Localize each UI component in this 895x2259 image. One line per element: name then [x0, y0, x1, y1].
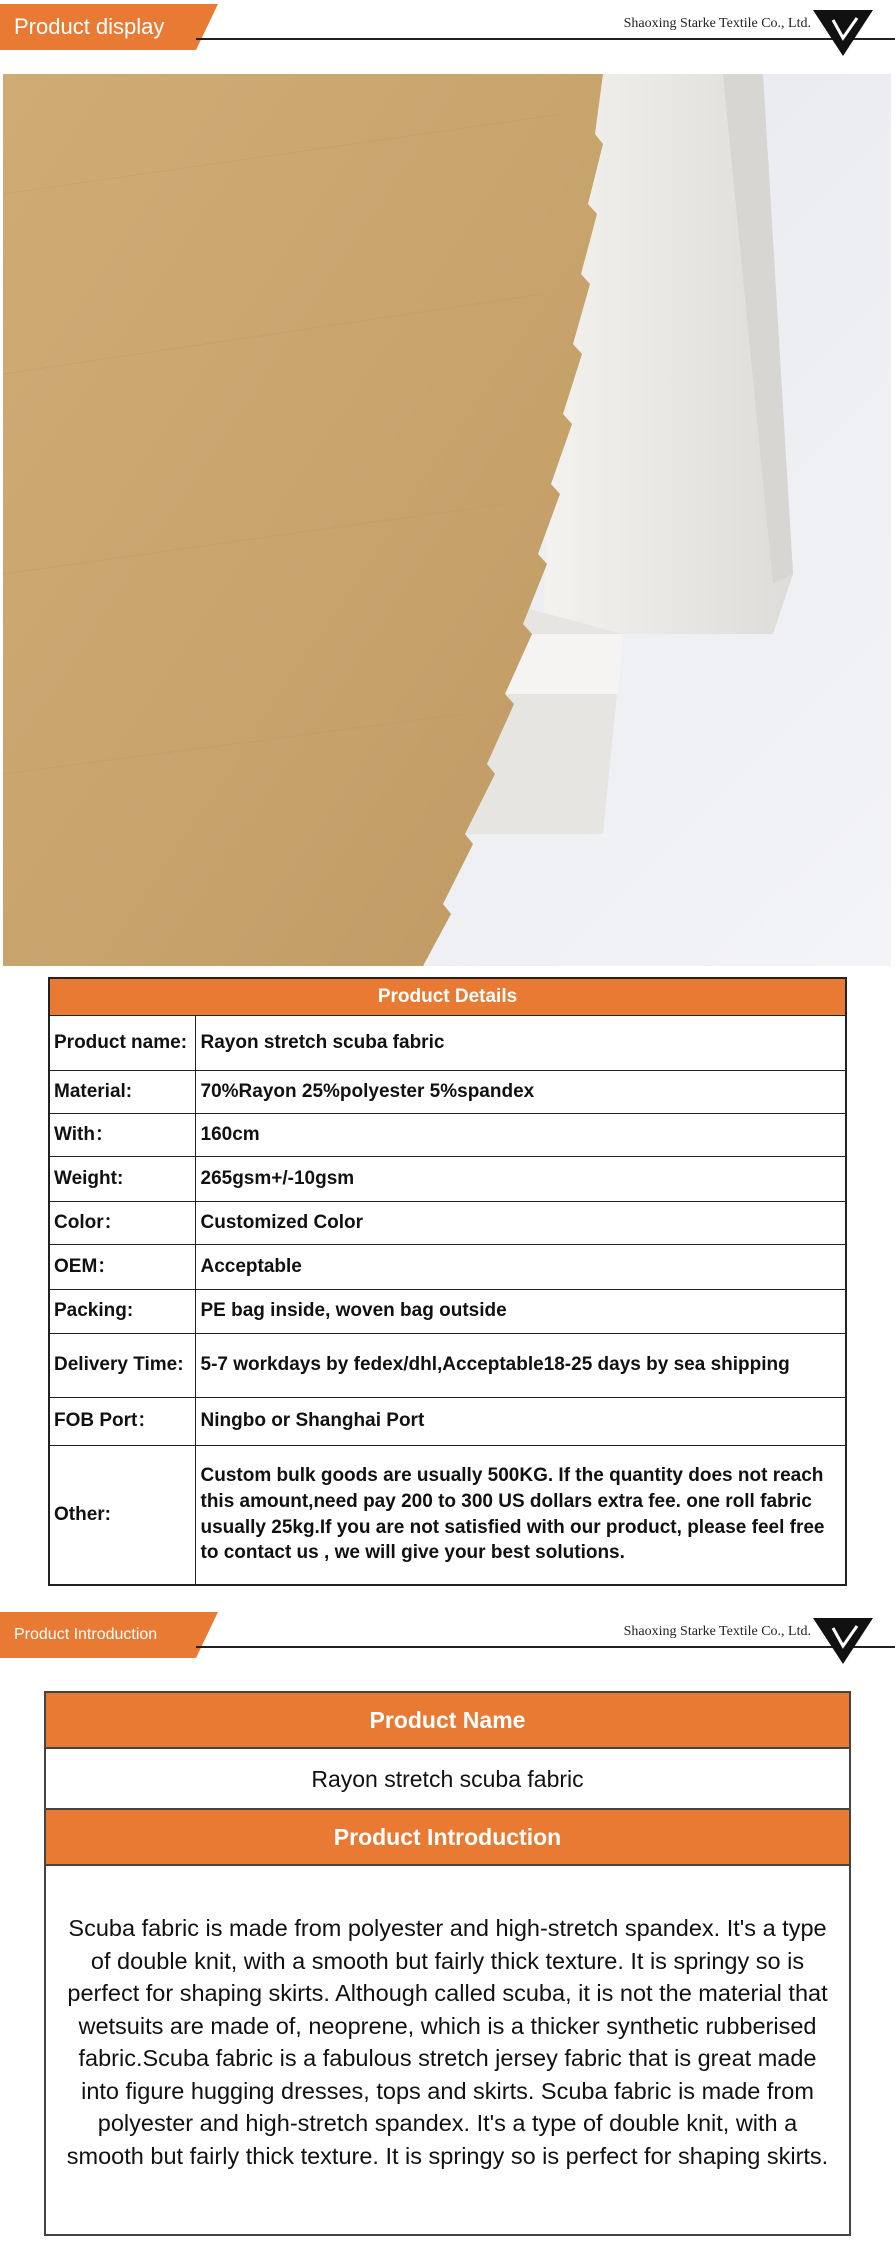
section-header-product-introduction: [0, 1612, 895, 1672]
table-row: [49, 1333, 846, 1397]
table-row: [49, 1397, 846, 1445]
fabric-image: [3, 74, 891, 966]
section-tag: Product display: [0, 4, 196, 50]
row-label: Weight:: [49, 1156, 195, 1201]
table-row: [49, 1070, 846, 1113]
row-label: Material:: [49, 1070, 195, 1113]
table-row: [49, 1445, 846, 1585]
row-value: 265gsm+/-10gsm: [195, 1156, 846, 1201]
row-label: Color：: [49, 1201, 195, 1244]
product-name-value: Rayon stretch scuba fabric: [46, 1747, 849, 1810]
row-value: Acceptable: [195, 1244, 846, 1289]
product-introduction-header: Product Introduction: [46, 1810, 849, 1864]
row-label: FOB Port：: [49, 1397, 195, 1445]
table-row: [49, 1113, 846, 1156]
row-value: Ningbo or Shanghai Port: [195, 1397, 846, 1445]
table-row: [49, 1015, 846, 1070]
product-introduction-text: Scuba fabric is made from polyester and high-stretch spandex. It's a type of double knit, with a smooth but fairly thick texture. It is springy so is perfect for shaping skirts. Although called scuba, it is not the material that wetsuits are made of, neoprene, which is a thicker synthetic rubberised fabric.Scuba fabric is a fabulous stretch jersey fabric that is great made into figure hugging dresses, tops and skirts. Scuba fabric is made from polyester and high-stretch spandex. It's a type of double knit, with a smooth but fairly thick texture. It is springy so is perfect for shaping skirts.: [46, 1864, 849, 2234]
row-value: 160cm: [195, 1113, 846, 1156]
table-row: [49, 1156, 846, 1201]
row-value: 70%Rayon 25%polyester 5%spandex: [195, 1070, 846, 1113]
table-row: [49, 1289, 846, 1333]
row-value: 5-7 workdays by fedex/dhl,Acceptable18-25 days by sea shipping: [195, 1333, 846, 1397]
row-value: Custom bulk goods are usually 500KG. If the quantity does not reach this amount,need pay 200 to 300 US dollars extra fee. one roll fabric usually 25kg.If you are not satisfied with our product, please feel free to contact us , we will give your best solutions.: [195, 1445, 846, 1585]
divider-line: [196, 38, 895, 40]
row-value: PE bag inside, woven bag outside: [195, 1289, 846, 1333]
row-label: Other:: [49, 1445, 195, 1585]
row-value: Customized Color: [195, 1201, 846, 1244]
row-label: With：: [49, 1113, 195, 1156]
triangle-check-icon: [813, 1616, 873, 1666]
section-header-product-display: [0, 4, 895, 64]
row-label: Delivery Time:: [49, 1333, 195, 1397]
product-details-table: [48, 977, 847, 1586]
row-label: OEM：: [49, 1244, 195, 1289]
row-label: Product name:: [49, 1015, 195, 1070]
table-header-row: [49, 978, 846, 1015]
table-title: Product Details: [49, 978, 846, 1015]
product-introduction-box: [44, 1691, 851, 2236]
table-row: [49, 1201, 846, 1244]
table-row: [49, 1244, 846, 1289]
company-name: Shaoxing Starke Textile Co., Ltd.: [623, 1624, 811, 1639]
product-name-header: Product Name: [46, 1693, 849, 1747]
product-photo: [3, 74, 891, 966]
row-value: Rayon stretch scuba fabric: [195, 1015, 846, 1070]
triangle-check-icon: [813, 8, 873, 58]
company-name: Shaoxing Starke Textile Co., Ltd.: [623, 16, 811, 31]
row-label: Packing:: [49, 1289, 195, 1333]
divider-line: [196, 1646, 895, 1648]
section-tag: Product Introduction: [0, 1612, 196, 1658]
